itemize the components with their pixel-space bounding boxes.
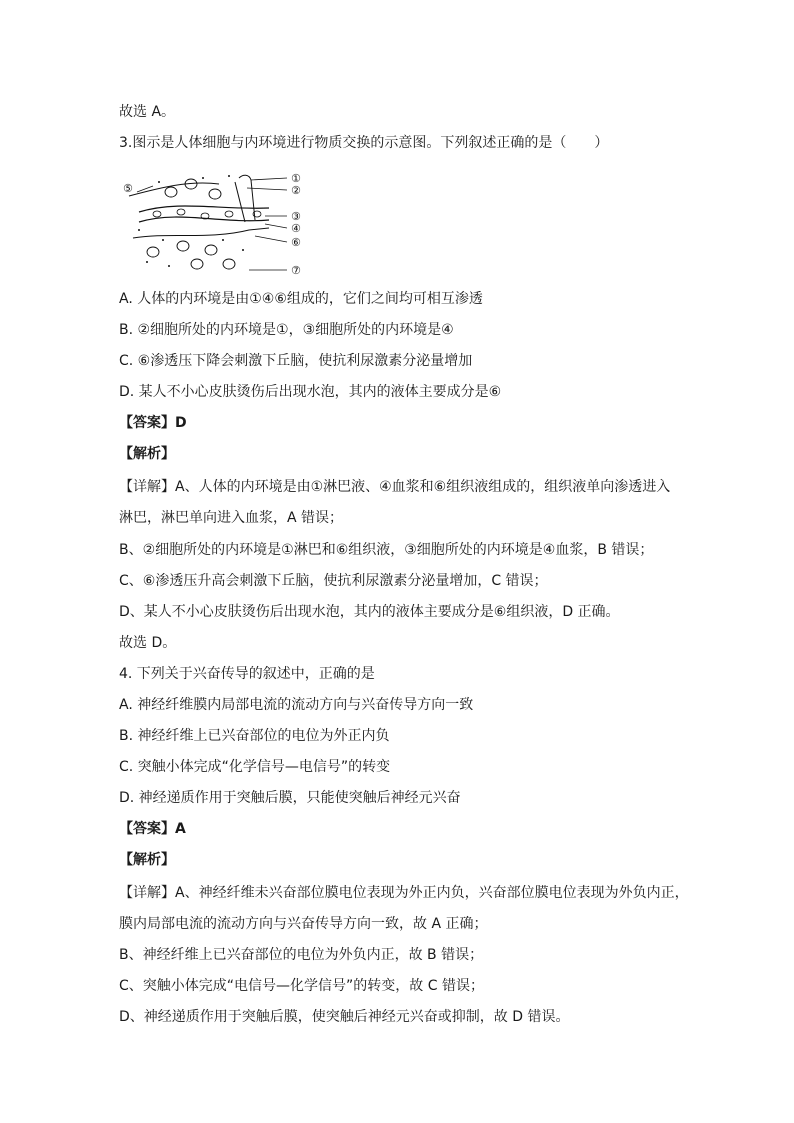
detail-line: C、突触小体完成“电信号—化学信号”的转变，故 C 错误； <box>119 978 484 994</box>
label-2: ② <box>291 184 301 197</box>
option-c: C. 突触小体完成“化学信号—电信号”的转变 <box>119 759 391 775</box>
detail-line: 【详解】A、神经纤维未兴奋部位膜电位表现为外正内负，兴奋部位膜电位表现为外负内正， <box>119 885 689 901</box>
label-6: ⑥ <box>291 236 301 249</box>
question-4-stem: 4. 下列关于兴奋传导的叙述中，正确的是 <box>119 666 375 682</box>
answer-label: 【答案】D <box>119 415 187 431</box>
option-d: D. 某人不小心皮肤烫伤后出现水泡，其内的液体主要成分是⑥ <box>119 384 502 400</box>
label-4: ④ <box>291 222 301 235</box>
option-b: B. ②细胞所处的内环境是①，③细胞所处的内环境是④ <box>119 322 454 338</box>
detail-line: D、某人不小心皮肤烫伤后出现水泡，其内的液体主要成分是⑥组织液，D 正确。 <box>119 604 620 620</box>
detail-line: C、⑥渗透压升高会刺激下丘脑，使抗利尿激素分泌量增加，C 错误； <box>119 573 548 589</box>
text-line: 故选 D。 <box>119 635 177 651</box>
analysis-label: 【解析】 <box>119 446 175 462</box>
text-line: 故选 A。 <box>119 104 176 120</box>
option-c: C. ⑥渗透压下降会刺激下丘脑，使抗利尿激素分泌量增加 <box>119 353 473 369</box>
answer-label: 【答案】A <box>119 821 186 837</box>
detail-line: 淋巴，淋巴单向进入血浆，A 错误； <box>119 510 344 526</box>
detail-line: B、②细胞所处的内环境是①淋巴和⑥组织液，③细胞所处的内环境是④血浆，B 错误； <box>119 542 654 558</box>
detail-line: 【详解】A、人体的内环境是由①淋巴液、④血浆和⑥组织液组成的，组织液单向渗透进入 <box>119 479 671 495</box>
option-b: B. 神经纤维上已兴奋部位的电位为外正内负 <box>119 728 390 744</box>
question-3-stem: 3.图示是人体细胞与内环境进行物质交换的示意图。下列叙述正确的是（ ） <box>119 135 609 151</box>
cell-environment-diagram <box>119 170 319 278</box>
label-7: ⑦ <box>291 264 301 277</box>
detail-line: D、神经递质作用于突触后膜，使突触后神经元兴奋或抑制，故 D 错误。 <box>119 1009 570 1025</box>
label-5: ⑤ <box>123 182 133 195</box>
option-d: D. 神经递质作用于突触后膜，只能使突触后神经元兴奋 <box>119 790 461 806</box>
label-3: ③ <box>291 210 301 223</box>
detail-line: B、神经纤维上已兴奋部位的电位为外负内正，故 B 错误； <box>119 947 484 963</box>
option-a: A. 神经纤维膜内局部电流的流动方向与兴奋传导方向一致 <box>119 697 474 713</box>
option-a: A. 人体的内环境是由①④⑥组成的，它们之间均可相互渗透 <box>119 291 483 307</box>
analysis-label: 【解析】 <box>119 852 175 868</box>
label-1: ① <box>291 172 301 185</box>
detail-line: 膜内局部电流的流动方向与兴奋传导方向一致，故 A 正确； <box>119 916 488 932</box>
